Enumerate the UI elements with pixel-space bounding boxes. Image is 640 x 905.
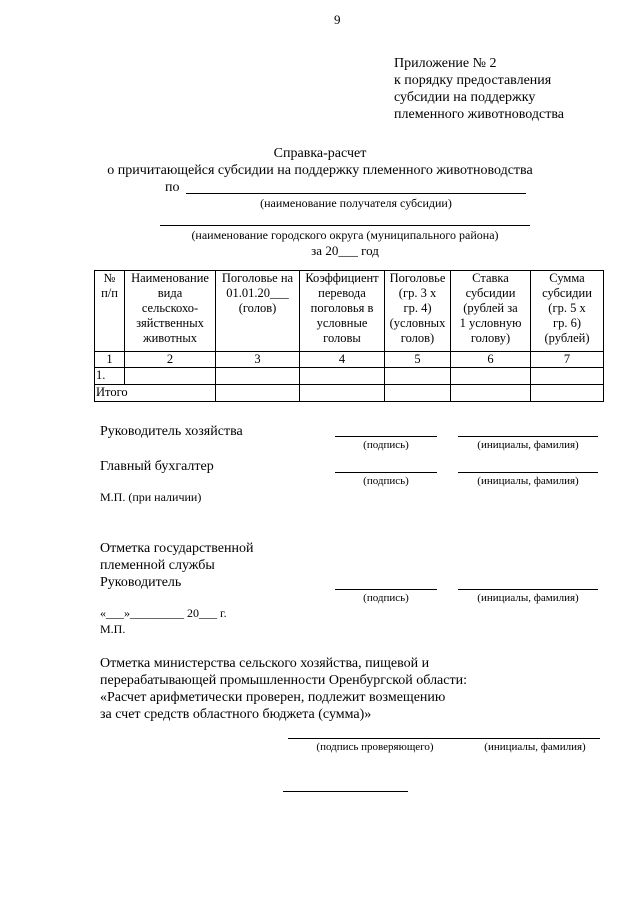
year-line: за 20___ год [311, 243, 379, 258]
subsidy-table [94, 270, 604, 402]
header-cell-animal-type: Наименование вида сельскохо- зяйственных животных [125, 271, 216, 352]
table-cell [125, 368, 216, 385]
row-number: 1. [95, 368, 125, 385]
column-number: 5 [385, 352, 451, 368]
appendix-line: племенного животноводства [394, 107, 564, 122]
inspector-signature-line [288, 738, 600, 739]
initials-line [458, 436, 598, 437]
header-cell-headcount: Поголовье на 01.01.20___ (голов) [216, 271, 300, 352]
closing-divider [283, 791, 408, 792]
column-number: 2 [125, 352, 216, 368]
inspector-signature-caption: (подпись проверяющего) [316, 741, 434, 753]
column-number: 3 [216, 352, 300, 368]
table-cell [216, 385, 300, 402]
district-caption: (наименование городского округа (муниципального района) [191, 228, 499, 242]
header-cell-rate: Ставка субсидии (рублей за 1 условную голову) [451, 271, 531, 352]
recipient-underline [186, 193, 526, 194]
appendix-block [394, 55, 564, 123]
breeding-service-line: племенной службы [100, 558, 215, 573]
table-cell [451, 385, 531, 402]
appendix-line: субсидии на поддержку [394, 90, 536, 105]
recipient-caption: (наименование получателя субсидии) [260, 196, 452, 210]
signature-line [335, 589, 437, 590]
column-number: 6 [451, 352, 531, 368]
table-cell [300, 385, 385, 402]
document-subtitle: о причитающейся субсидии на поддержку племенного животноводства [107, 163, 533, 178]
inspector-initials-caption: (инициалы, фамилия) [484, 741, 586, 753]
signature-caption: (подпись) [363, 475, 409, 487]
column-number: 4 [300, 352, 385, 368]
head-of-farm-label: Руководитель хозяйства [100, 424, 243, 439]
initials-line [458, 589, 598, 590]
appendix-line: к порядку предоставления [394, 73, 552, 88]
table-cell [385, 368, 451, 385]
header-cell-conditional-headcount: Поголовье (гр. 3 х гр. 4) (условных голов) [385, 271, 451, 352]
district-underline [160, 225, 530, 226]
table-cell [451, 368, 531, 385]
header-cell-amount: Сумма субсидии (гр. 5 х гр. 6) (рублей) [531, 271, 604, 352]
breeding-service-head-label: Руководитель [100, 575, 182, 590]
table-cell [531, 385, 604, 402]
date-line: «___»_________ 20___ г. [100, 606, 227, 620]
table-cell [385, 385, 451, 402]
table-cell [300, 368, 385, 385]
initials-line [458, 472, 598, 473]
signature-caption: (подпись) [363, 439, 409, 451]
stamp-label: М.П. [100, 622, 126, 636]
total-label: Итого [95, 385, 216, 402]
page-number: 9 [334, 12, 341, 27]
table-cell [216, 368, 300, 385]
column-number: 1 [95, 352, 125, 368]
chief-accountant-label: Главный бухгалтер [100, 459, 214, 474]
initials-caption: (инициалы, фамилия) [477, 592, 579, 604]
ministry-line: за счет средств областного бюджета (сумма)» [100, 707, 372, 722]
total-row [95, 385, 604, 402]
stamp-optional-label: М.П. (при наличии) [100, 490, 202, 504]
initials-caption: (инициалы, фамилия) [477, 475, 579, 487]
ministry-line: перерабатывающей промышленности Оренбургской области: [100, 673, 467, 688]
table-header-row [95, 271, 604, 352]
signature-caption: (подпись) [363, 592, 409, 604]
signature-line [335, 436, 437, 437]
table-row [95, 368, 604, 385]
initials-caption: (инициалы, фамилия) [477, 439, 579, 451]
po-label: по [165, 180, 180, 195]
header-cell-coefficient: Коэффициент перевода поголовья в условные головы [300, 271, 385, 352]
signature-line [335, 472, 437, 473]
document-title: Справка-расчет [273, 146, 367, 161]
ministry-line: «Расчет арифметически проверен, подлежит возмещению [100, 690, 446, 705]
table-cell [531, 368, 604, 385]
header-cell-number: № п/п [95, 271, 125, 352]
ministry-line: Отметка министерства сельского хозяйства, пищевой и [100, 656, 430, 671]
appendix-line: Приложение № 2 [394, 56, 497, 71]
breeding-service-line: Отметка государственной [100, 541, 254, 556]
column-number-row [95, 352, 604, 368]
column-number: 7 [531, 352, 604, 368]
